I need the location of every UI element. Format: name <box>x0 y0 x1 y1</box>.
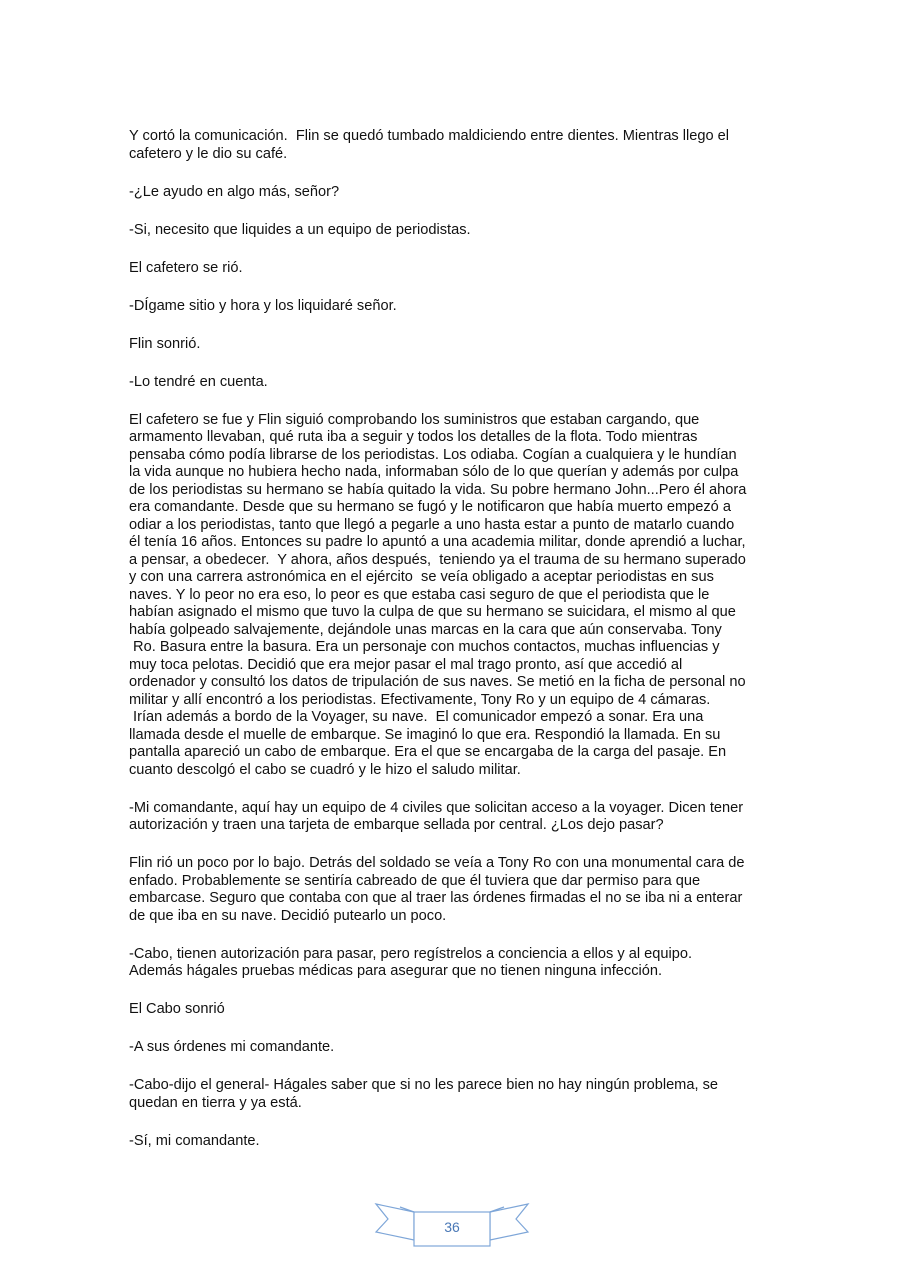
paragraph <box>129 298 779 316</box>
text-line: llamada desde el muelle de embarque. Se imaginó lo que era. Respondió la llamada. En su <box>129 726 721 743</box>
text-line: pantalla apareció un cabo de embarque. Era el que se encargaba de la carga del pasaje. En <box>129 744 727 760</box>
text-line: armamento llevaban, qué ruta iba a seguir y todos los detalles de la flota. Todo mientras <box>129 429 698 445</box>
text-line: Y cortó la comunicación. Flin se quedó tumbado maldiciendo entre dientes. Mientras llego el <box>129 128 730 144</box>
text-line: militar y allí encontró a los periodistas. Efectivamente, Tony Ro y un equipo de 4 cámaras. <box>129 691 711 708</box>
text-line: la vida aunque no hubiera hecho nada, informaban sólo de lo que querían y además por culpa <box>129 464 739 480</box>
page-number: 36 <box>444 1219 460 1235</box>
paragraph <box>129 336 779 354</box>
text-line: Flin rió un poco por lo bajo. Detrás del soldado se veía a Tony Ro con una monumental cara de <box>129 855 745 871</box>
text-line: -Lo tendré en cuenta. <box>129 373 268 390</box>
text-line: pensaba cómo podía librarse de los periodistas. Los odiaba. Cogían a cualquiera y le hundían <box>129 446 737 463</box>
page-footer-ribbon <box>374 1202 530 1250</box>
text-line: ordenador y consultó los datos de tripulación de sus naves. Se metió en la ficha de personal no <box>129 674 746 690</box>
text-line: habían asignado el mismo que tuvo la culpa de que su hermano se suicidara, el mismo al que <box>129 604 736 620</box>
text-line: era comandante. Desde que su hermano se fugó y le notificaron que había muerto empezó a <box>129 499 731 515</box>
text-line: y con una carrera astronómica en el ejército se veía obligado a aceptar periodistas en sus <box>129 569 714 585</box>
paragraph <box>129 374 779 392</box>
text-line: -Mi comandante, aquí hay un equipo de 4 civiles que solicitan acceso a la voyager. Dicen tener <box>129 799 744 816</box>
paragraph <box>129 1039 779 1057</box>
text-line: El cafetero se fue y Flin siguió comprobando los suministros que estaban cargando, que <box>129 411 700 428</box>
text-line: El cafetero se rió. <box>129 259 243 276</box>
paragraph <box>129 260 779 278</box>
text-line: -¿Le ayudo en algo más, señor? <box>129 183 340 200</box>
paragraph <box>129 1133 779 1151</box>
text-line: había golpeado salvajemente, dejándole unas marcas en la cara que aún conservaba. Tony <box>129 621 722 638</box>
text-line: Irían además a bordo de la Voyager, su nave. El comunicador empezó a sonar. Era una <box>129 709 704 725</box>
text-line: embarcase. Seguro que contaba con que al traer las órdenes firmadas el no se iba ni a enterar <box>129 890 743 906</box>
paragraph <box>129 184 779 202</box>
text-line: de los periodistas su hermano se había quitado la vida. Su pobre hermano John...Pero él ahora <box>129 481 747 498</box>
text-line: de que iba en su nave. Decidió putearlo un poco. <box>129 907 447 924</box>
text-line: él tenía 16 años. Entonces su padre lo apuntó a una academia militar, donde aprendió a luchar, <box>129 534 746 550</box>
paragraph <box>129 128 779 163</box>
text-line: Además hágales pruebas médicas para asegurar que no tienen ninguna infección. <box>129 963 663 979</box>
paragraph <box>129 222 779 240</box>
text-line: a pensar, a obedecer. Y ahora, años después, teniendo ya el trauma de su hermano superado <box>129 551 746 568</box>
text-line: -Cabo-dijo el general- Hágales saber que si no les parece bien no hay ningún problema, se <box>129 1077 718 1093</box>
text-line: -A sus órdenes mi comandante. <box>129 1039 335 1055</box>
text-line: Ro. Basura entre la basura. Era un personaje con muchos contactos, muchas influencias y <box>129 639 720 655</box>
paragraph <box>129 855 779 925</box>
paragraph <box>129 800 779 835</box>
text-line: -Cabo, tienen autorización para pasar, pero regístrelos a conciencia a ellos y al equipo. <box>129 945 693 962</box>
text-line: Flin sonrió. <box>129 335 201 352</box>
document-body <box>129 128 779 1171</box>
text-line: cuanto descolgó el cabo se cuadró y le hizo el saludo militar. <box>129 761 521 778</box>
text-line: -DÍgame sitio y hora y los liquidaré señor. <box>129 297 397 314</box>
text-line: -Sí, mi comandante. <box>129 1132 260 1149</box>
text-line: quedan en tierra y ya está. <box>129 1094 302 1111</box>
text-line: odiar a los periodistas, tanto que llegó a pegarle a uno hasta estar a punto de matarlo cuando <box>129 516 735 533</box>
paragraph <box>129 946 779 981</box>
text-line: cafetero y le dio su café. <box>129 145 288 162</box>
text-line: naves. Y lo peor no era eso, lo peor es que estaba casi seguro de que el periodista que le <box>129 586 710 603</box>
paragraph <box>129 1077 779 1112</box>
paragraph <box>129 1001 779 1019</box>
text-line: -Si, necesito que liquides a un equipo de periodistas. <box>129 221 471 238</box>
text-line: autorización y traen una tarjeta de embarque sellada por central. ¿Los dejo pasar? <box>129 817 664 833</box>
text-line: El Cabo sonrió <box>129 1001 225 1017</box>
text-line: muy toca pelotas. Decidió que era mejor pasar el mal trago pronto, así que accedió al <box>129 656 683 673</box>
paragraph <box>129 412 779 780</box>
text-line: enfado. Probablemente se sentiría cabreado de que él tuviera que dar permiso para que <box>129 872 701 889</box>
